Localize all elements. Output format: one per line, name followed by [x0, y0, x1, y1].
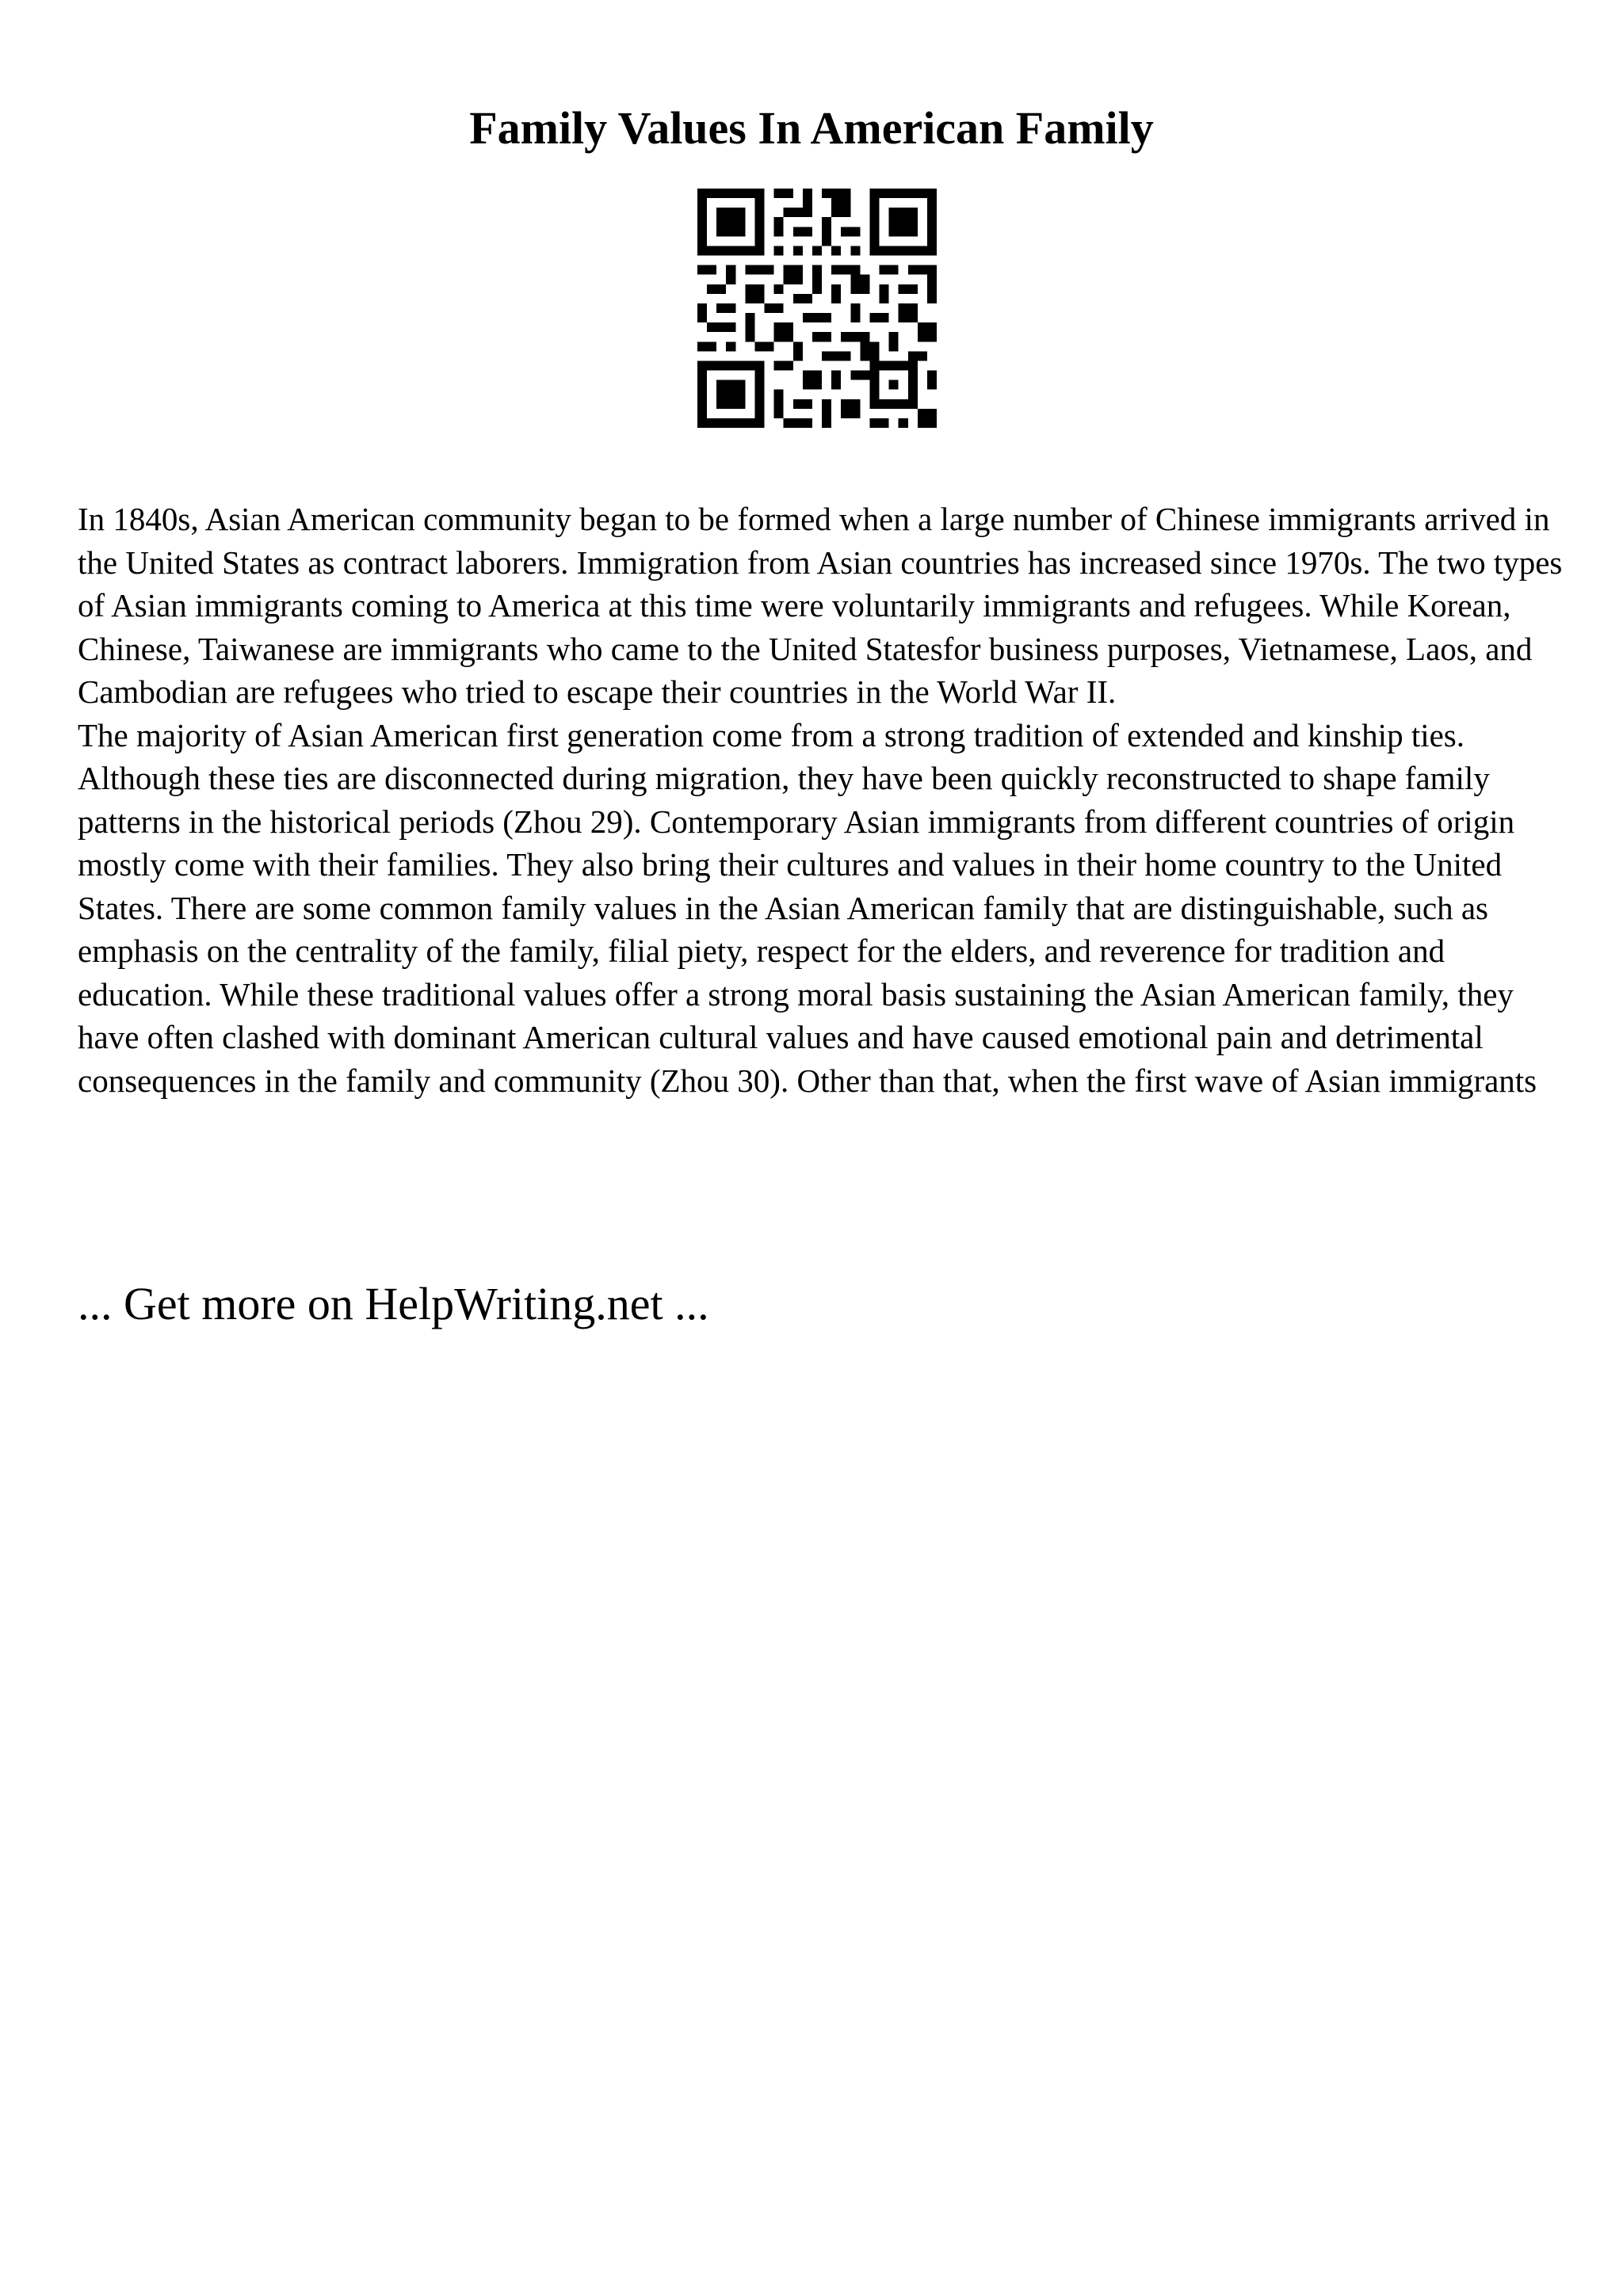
paragraph: In 1840s, Asian American community began to be formed when a large number of Chinese immigrants arrived in the United States as contract laborers. Immigration from Asian countries has increased since 1970s. The two types of Asian immigrants coming to America at this time were voluntarily immigrants and refugees. While Korean, Chinese, Taiwanese are immigrants who came to the United Statesfor business purposes, Vietnamese, Laos, and Cambodian are refugees who tried to escape their countries in the World War II.: [78, 501, 1563, 710]
page-title: Family Values In American Family: [469, 102, 1154, 154]
qr-code-icon[interactable]: [697, 189, 937, 428]
paragraph: The majority of Asian American first generation come from a strong tradition of extended and kinship ties. Although these ties are disconnected during migration, they have been quickly reconstructed to shape family patterns in the historical periods (Zhou 29). Contemporary Asian immigrants from different countries of origin mostly come with their families. They also bring their cultures and values in their home country to the United States. There are some common family values in the Asian American family that are distinguishable, such as emphasis on the centrality of the family, filial piety, respect for the elders, and reverence for tradition and education. While these traditional values offer a strong moral basis sustaining the Asian American family, they have often clashed with dominant American cultural values and have caused emotional pain and detrimental consequences in the family and community (Zhou 30). Other than that, when the first wave of Asian immigrants: [78, 716, 1537, 1099]
article-body: [78, 498, 1568, 1102]
get-more-link[interactable]: ... Get more on HelpWriting.net ...: [78, 1278, 709, 1329]
